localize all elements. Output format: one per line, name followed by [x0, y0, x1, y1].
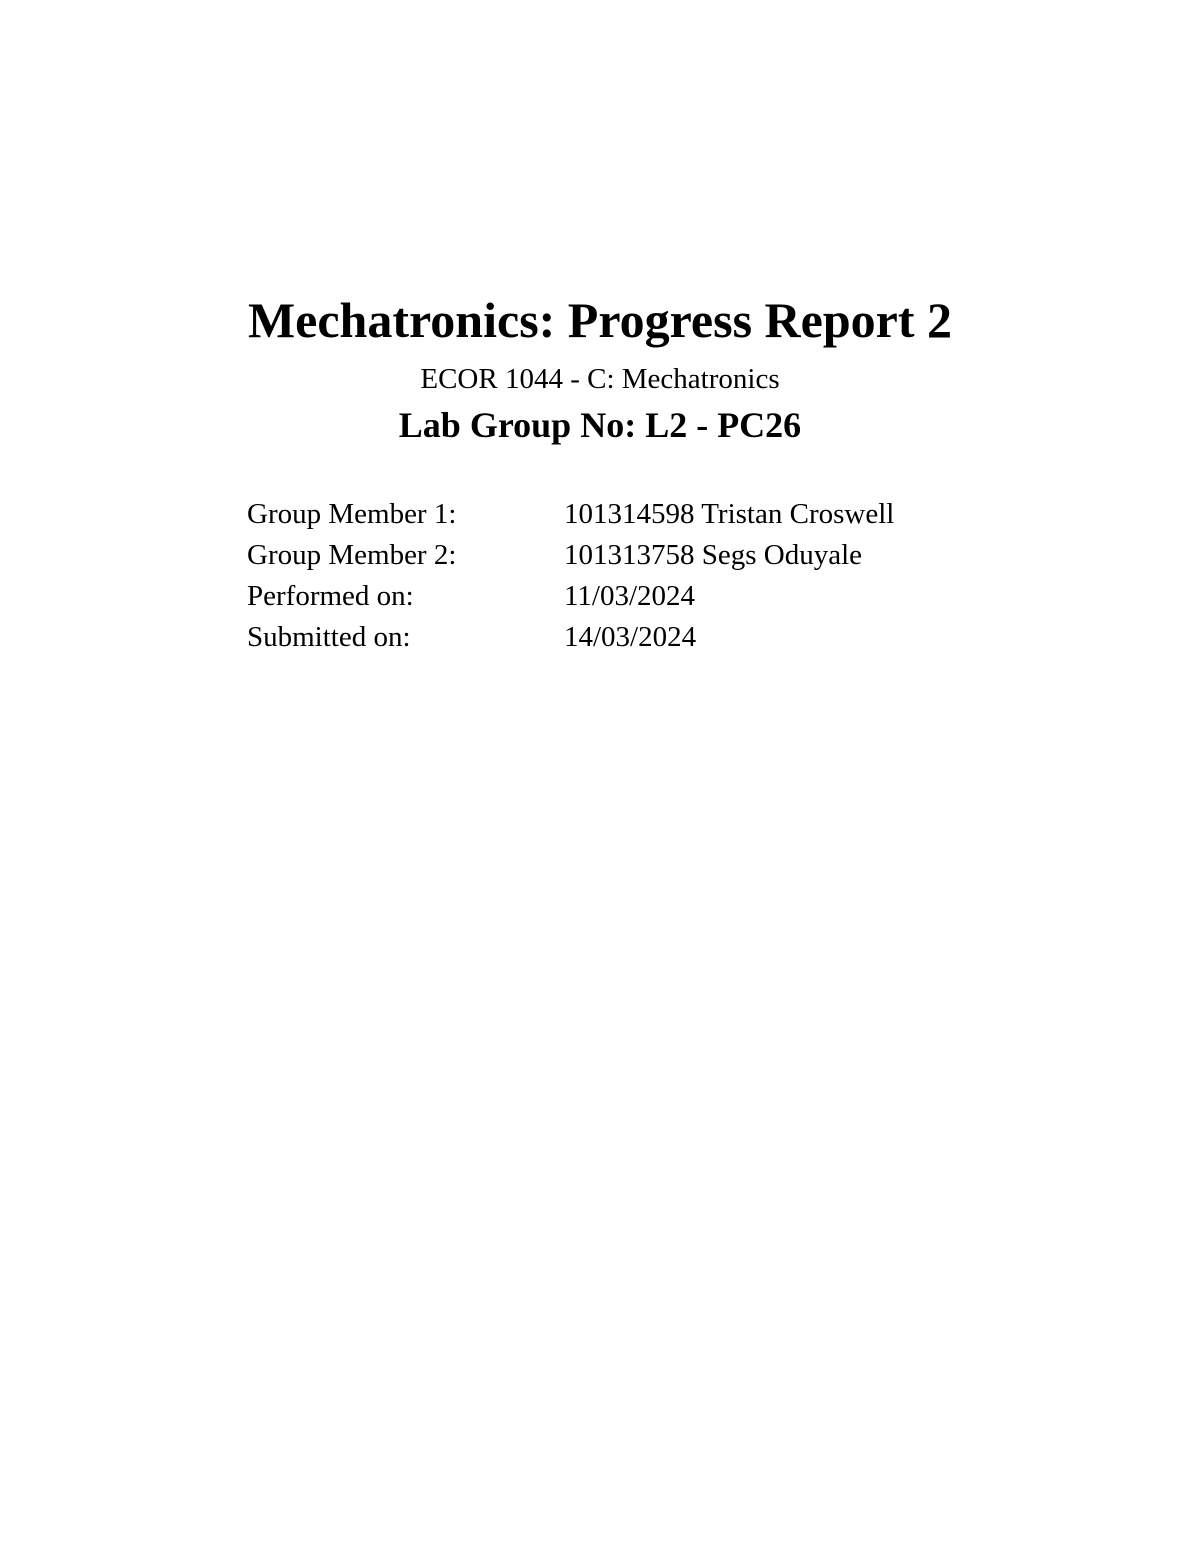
detail-label: Group Member 1: [247, 498, 457, 530]
detail-row-group-member-1 [247, 495, 1007, 536]
lab-group-heading: Lab Group No: L2 - PC26 [398, 405, 802, 445]
detail-row-group-member-2 [247, 536, 1007, 577]
detail-row-submitted-on [247, 618, 1007, 659]
detail-value: 11/03/2024 [564, 580, 696, 612]
detail-value: 101314598 Tristan Croswell [564, 498, 895, 530]
detail-value: 101313758 Segs Oduyale [564, 539, 863, 571]
report-details [247, 495, 1007, 659]
detail-label: Performed on: [247, 580, 414, 612]
detail-row-performed-on [247, 577, 1007, 618]
report-title: Mechatronics: Progress Report 2 [247, 292, 952, 348]
course-subtitle: ECOR 1044 - C: Mechatronics [420, 363, 780, 395]
detail-label: Submitted on: [247, 621, 411, 653]
detail-label: Group Member 2: [247, 539, 457, 571]
detail-value: 14/03/2024 [564, 621, 697, 653]
